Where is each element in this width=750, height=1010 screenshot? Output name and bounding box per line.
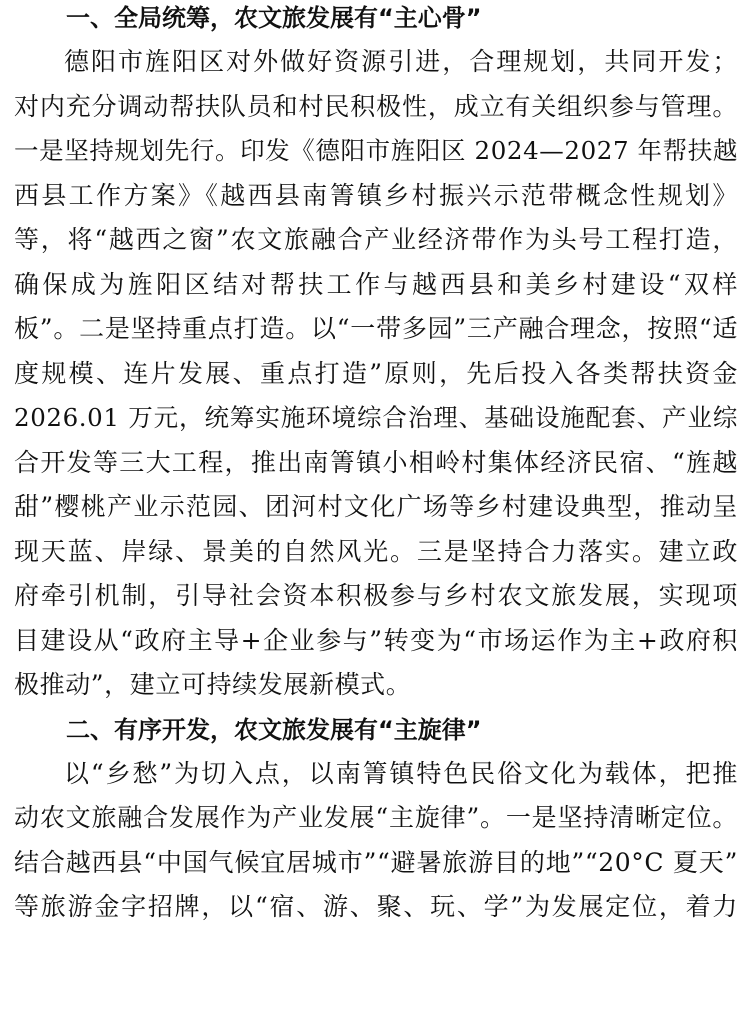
text-line: 甜”樱桃产业示范园、团河村文化广场等乡村建设典型，推动呈	[14, 492, 738, 521]
text-line: 德阳市旌阳区对外做好资源引进，合理规划，共同开发；	[64, 47, 738, 76]
text-line: 目建设从“政府主导+企业参与”转变为“市场运作为主+政府积	[14, 625, 738, 655]
text-line: 结合越西县“中国气候宜居城市”“避暑旅游目的地”“20°C 夏天”	[14, 847, 738, 877]
text-line: 现天蓝、岸绿、景美的自然风光。三是坚持合力落实。建立政	[14, 536, 738, 566]
section-heading: 一、全局统筹，农文旅发展有“主心骨”	[66, 4, 482, 32]
text-line: 2026.01 万元，统筹实施环境综合治理、基础设施配套、产业综	[14, 403, 738, 432]
text-line: 极推动”，建立可持续发展新模式。	[14, 670, 412, 699]
document-page	[14, 0, 738, 930]
text-line: 合开发等三大工程，推出南箐镇小相岭村集体经济民宿、“旌越	[14, 447, 738, 477]
text-line: 等，将“越西之窗”农文旅融合产业经济带作为头号工程打造，	[14, 225, 738, 254]
section-paragraph	[14, 40, 738, 708]
text-line: 以“乡愁”为切入点，以南箐镇特色民俗文化为载体，把推	[64, 758, 738, 788]
text-line: 对内充分调动帮扶队员和村民积极性，成立有关组织参与管理。	[14, 91, 738, 121]
text-line: 等旅游金字招牌，以“宿、游、聚、玩、学”为发展定位，着力	[14, 892, 738, 921]
text-line: 板”。二是坚持重点打造。以“一带多园”三产融合理念，按照“适	[14, 314, 738, 343]
text-line: 西县工作方案》《越西县南箐镇乡村振兴示范带概念性规划》	[14, 180, 738, 210]
section-paragraph	[14, 752, 738, 930]
text-line: 度规模、连片发展、重点打造”原则，先后投入各类帮扶资金	[14, 358, 738, 388]
text-line: 一是坚持规划先行。印发《德阳市旌阳区 2024—2027 年帮扶越	[14, 136, 738, 165]
text-line: 府牵引机制，引导社会资本积极参与乡村农文旅发展，实现项	[14, 581, 738, 610]
text-line: 确保成为旌阳区结对帮扶工作与越西县和美乡村建设“双样	[14, 269, 738, 299]
text-line: 动农文旅融合发展作为产业发展“主旋律”。一是坚持清晰定位。	[14, 803, 738, 832]
section-heading: 二、有序开发，农文旅发展有“主旋律”	[66, 715, 482, 744]
